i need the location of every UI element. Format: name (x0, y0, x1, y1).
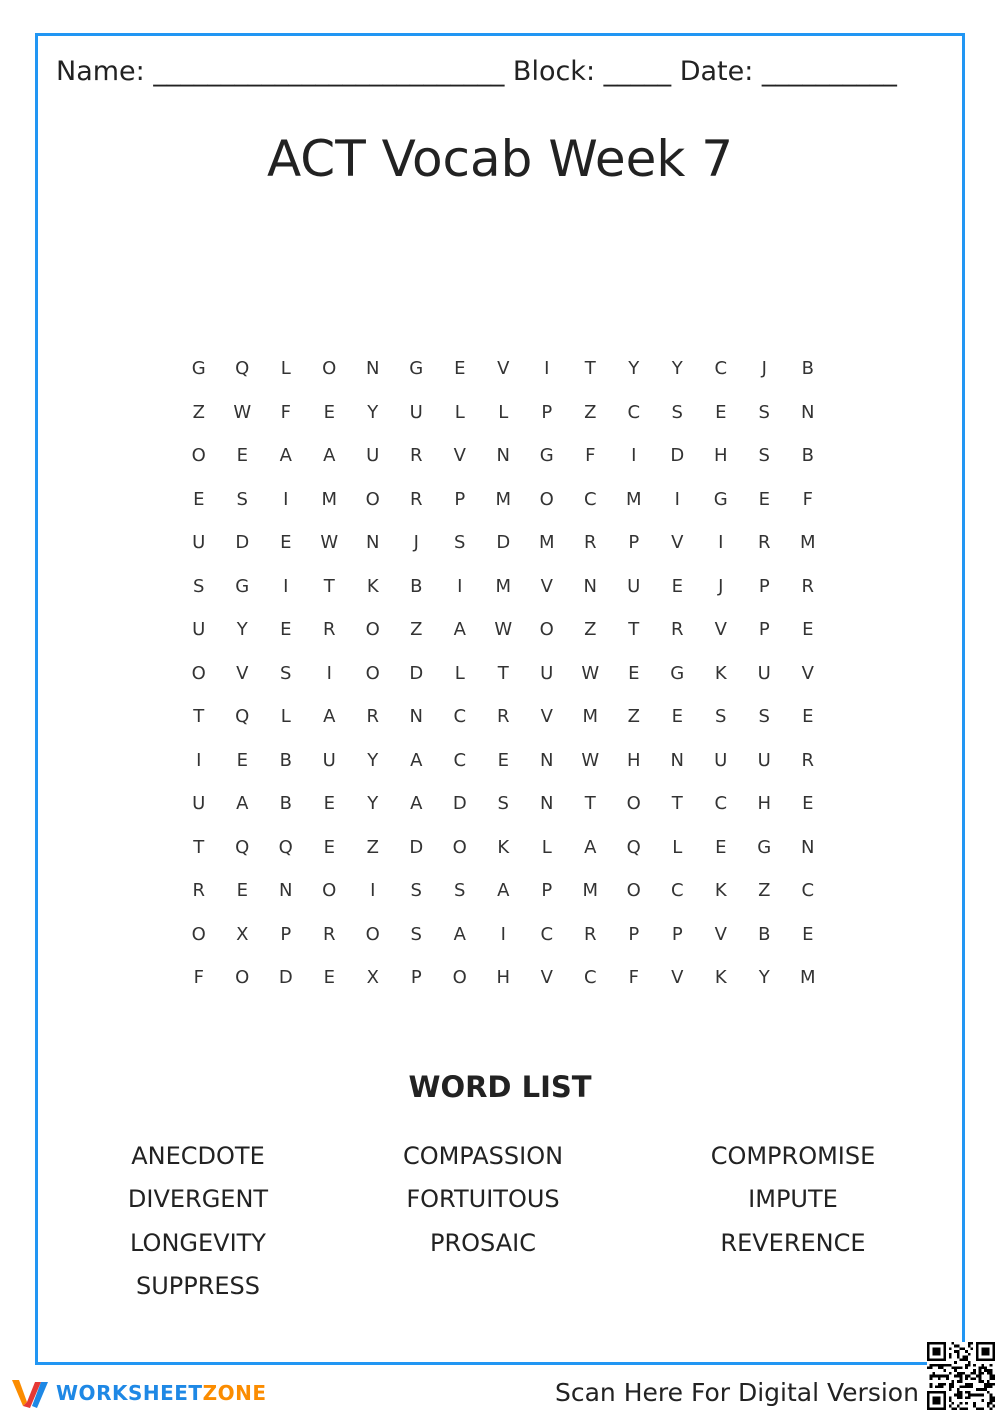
grid-letter[interactable]: W (494, 619, 513, 641)
grid-letter[interactable]: E (671, 575, 683, 597)
word-list-item: IMPUTE (748, 1185, 838, 1214)
grid-letter[interactable]: S (193, 575, 205, 597)
grid-letter[interactable]: G (757, 836, 772, 858)
grid-letter[interactable]: E (758, 488, 770, 510)
grid-letter[interactable]: D (670, 445, 685, 467)
grid-letter[interactable]: S (715, 706, 727, 728)
grid-letter[interactable]: V (714, 923, 727, 945)
grid-letter[interactable]: Z (410, 619, 423, 641)
grid-letter[interactable]: S (671, 401, 683, 423)
grid-letter[interactable]: T (193, 706, 205, 728)
grid-letter[interactable]: R (496, 706, 510, 728)
grid-letter[interactable]: N (801, 401, 815, 423)
grid-letter[interactable]: J (413, 532, 419, 554)
grid-letter[interactable]: S (454, 880, 466, 902)
grid-letter[interactable]: U (409, 401, 423, 423)
grid-letter[interactable]: T (628, 619, 640, 641)
word-list-item: DIVERGENT (127, 1185, 269, 1214)
worksheetzone-logo-icon (10, 1376, 50, 1410)
grid-letter[interactable]: T (497, 662, 509, 684)
grid-letter[interactable]: Z (366, 836, 379, 858)
grid-letter[interactable]: W (581, 662, 600, 684)
grid-letter[interactable]: P (410, 967, 422, 989)
grid-letter[interactable]: V (714, 619, 727, 641)
grid-letter[interactable]: D (409, 836, 424, 858)
grid-letter[interactable]: B (801, 358, 814, 380)
grid-letter[interactable]: E (323, 836, 335, 858)
grid-letter[interactable]: S (758, 401, 770, 423)
grid-letter[interactable]: U (322, 749, 336, 771)
grid-letter[interactable]: D (409, 662, 424, 684)
grid-letter[interactable]: V (671, 967, 684, 989)
grid-letter[interactable]: R (409, 488, 423, 510)
grid-letter[interactable]: F (193, 967, 204, 989)
grid-letter[interactable]: V (540, 967, 553, 989)
grid-letter[interactable]: Z (758, 880, 771, 902)
grid-letter[interactable]: D (278, 967, 293, 989)
worksheet-frame (35, 33, 965, 1365)
grid-letter[interactable]: B (410, 575, 423, 597)
qr-code-icon[interactable] (927, 1342, 995, 1410)
grid-letter[interactable]: B (801, 445, 814, 467)
grid-letter[interactable]: U (627, 575, 641, 597)
grid-letter[interactable]: N (583, 575, 597, 597)
grid-letter[interactable]: E (802, 923, 814, 945)
grid-letter[interactable]: S (758, 706, 770, 728)
grid-letter[interactable]: A (453, 619, 466, 641)
grid-letter[interactable]: I (674, 488, 680, 510)
grid-letter[interactable]: R (583, 923, 597, 945)
grid-letter[interactable]: F (628, 967, 639, 989)
grid-letter[interactable]: R (322, 619, 336, 641)
grid-letter[interactable]: E (236, 445, 248, 467)
grid-letter[interactable]: Y (367, 401, 379, 423)
grid-letter[interactable]: D (452, 793, 467, 815)
grid-letter[interactable]: O (191, 662, 206, 684)
grid-letter[interactable]: I (283, 488, 289, 510)
grid-letter[interactable]: A (453, 923, 466, 945)
grid-letter[interactable]: I (283, 575, 289, 597)
grid-letter[interactable]: C (540, 923, 554, 945)
grid-letter[interactable]: C (627, 401, 641, 423)
grid-letter[interactable]: R (801, 749, 814, 771)
grid-letter[interactable]: M (582, 706, 599, 728)
grid-letter[interactable]: M (799, 967, 816, 989)
grid-letter[interactable]: V (671, 532, 684, 554)
grid-letter[interactable]: O (365, 488, 380, 510)
grid-letter[interactable]: H (496, 967, 511, 989)
word-list-item: FORTUITOUS (406, 1185, 560, 1214)
grid-letter[interactable]: L (454, 662, 465, 684)
grid-letter[interactable]: O (322, 358, 337, 380)
grid-letter[interactable]: E (193, 488, 205, 510)
grid-letter[interactable]: U (757, 749, 771, 771)
grid-letter[interactable]: D (496, 532, 511, 554)
grid-letter[interactable]: P (541, 880, 553, 902)
grid-letter[interactable]: S (758, 445, 770, 467)
grid-letter[interactable]: M (495, 575, 512, 597)
grid-letter[interactable]: R (409, 445, 423, 467)
grid-letter[interactable]: C (453, 749, 467, 771)
grid-letter[interactable]: Q (626, 836, 641, 858)
grid-letter[interactable]: E (628, 662, 640, 684)
grid-letter[interactable]: M (625, 488, 642, 510)
grid-letter[interactable]: F (280, 401, 291, 423)
grid-letter[interactable]: M (799, 532, 816, 554)
grid-letter[interactable]: R (192, 880, 205, 902)
word-search-grid (177, 347, 830, 1000)
grid-letter[interactable]: U (192, 793, 206, 815)
grid-letter[interactable]: U (192, 532, 206, 554)
grid-letter[interactable]: T (584, 358, 596, 380)
grid-letter[interactable]: D (235, 532, 250, 554)
grid-letter[interactable]: N (366, 532, 380, 554)
grid-letter[interactable]: L (498, 401, 509, 423)
grid-letter[interactable]: N (409, 706, 423, 728)
grid-letter[interactable]: M (582, 880, 599, 902)
grid-letter[interactable]: O (365, 923, 380, 945)
grid-letter[interactable]: A (279, 445, 292, 467)
grid-letter[interactable]: E (715, 836, 727, 858)
grid-letter[interactable]: E (280, 532, 292, 554)
grid-letter[interactable]: I (326, 662, 332, 684)
grid-letter[interactable]: Y (367, 793, 379, 815)
grid-letter[interactable]: N (670, 749, 684, 771)
grid-letter[interactable]: A (410, 793, 423, 815)
grid-letter[interactable]: I (718, 532, 724, 554)
grid-letter[interactable]: O (191, 923, 206, 945)
word-list-item: LONGEVITY (130, 1228, 266, 1257)
grid-letter[interactable]: W (233, 401, 252, 423)
grid-letter[interactable]: C (801, 880, 815, 902)
grid-letter[interactable]: P (671, 923, 683, 945)
grid-letter[interactable]: K (714, 967, 727, 989)
grid-letter[interactable]: Y (236, 619, 248, 641)
grid-letter[interactable]: I (370, 880, 376, 902)
grid-letter[interactable]: C (670, 880, 684, 902)
grid-letter[interactable]: P (280, 923, 292, 945)
grid-letter[interactable]: P (628, 923, 640, 945)
grid-letter[interactable]: S (280, 662, 292, 684)
grid-letter[interactable]: L (672, 836, 683, 858)
grid-letter[interactable]: V (497, 358, 510, 380)
grid-letter[interactable]: P (454, 488, 466, 510)
grid-letter[interactable]: Y (758, 967, 770, 989)
grid-letter[interactable]: G (713, 488, 728, 510)
grid-letter[interactable]: S (410, 880, 422, 902)
grid-letter[interactable]: E (454, 358, 466, 380)
grid-letter[interactable]: U (192, 619, 206, 641)
grid-letter[interactable]: A (323, 706, 336, 728)
grid-letter[interactable]: U (540, 662, 554, 684)
grid-letter[interactable]: V (453, 445, 466, 467)
worksheetzone-logo[interactable] (10, 1376, 266, 1410)
grid-letter[interactable]: L (541, 836, 552, 858)
grid-letter[interactable]: C (453, 706, 467, 728)
grid-letter[interactable]: N (496, 445, 510, 467)
grid-letter[interactable]: O (626, 793, 641, 815)
grid-letter[interactable]: G (191, 358, 206, 380)
grid-letter[interactable]: J (761, 358, 767, 380)
grid-letter[interactable]: M (538, 532, 555, 554)
grid-letter[interactable]: O (452, 967, 467, 989)
grid-letter[interactable]: O (626, 880, 641, 902)
grid-letter[interactable]: P (541, 401, 553, 423)
grid-letter[interactable]: Z (584, 401, 597, 423)
grid-letter[interactable]: O (365, 662, 380, 684)
grid-letter[interactable]: A (323, 445, 336, 467)
grid-letter[interactable]: Q (235, 706, 250, 728)
grid-letter[interactable]: T (584, 793, 596, 815)
grid-letter[interactable]: C (714, 358, 728, 380)
grid-letter[interactable]: X (366, 967, 379, 989)
word-list-item: PROSAIC (430, 1228, 536, 1257)
grid-letter[interactable]: O (191, 445, 206, 467)
grid-letter[interactable]: I (457, 575, 463, 597)
scan-instruction: Scan Here For Digital Version (555, 1378, 919, 1407)
grid-letter[interactable]: S (497, 793, 509, 815)
grid-letter[interactable]: V (540, 706, 553, 728)
grid-letter[interactable]: S (236, 488, 248, 510)
grid-letter[interactable]: Y (671, 358, 683, 380)
grid-letter[interactable]: A (236, 793, 249, 815)
grid-letter[interactable]: Z (584, 619, 597, 641)
grid-letter[interactable]: M (321, 488, 338, 510)
grid-letter[interactable]: H (757, 793, 772, 815)
grid-letter[interactable]: R (583, 532, 597, 554)
grid-letter[interactable]: Z (627, 706, 640, 728)
grid-letter[interactable]: U (757, 662, 771, 684)
page-title: ACT Vocab Week 7 (266, 130, 734, 188)
grid-letter[interactable]: B (279, 793, 292, 815)
grid-letter[interactable]: E (715, 401, 727, 423)
grid-letter[interactable]: O (365, 619, 380, 641)
word-list-item: REVERENCE (720, 1228, 866, 1257)
grid-letter[interactable]: F (802, 488, 813, 510)
logo-text-zone: ZONE (202, 1381, 267, 1405)
grid-letter[interactable]: K (714, 662, 727, 684)
grid-letter[interactable]: Q (235, 358, 250, 380)
grid-letter[interactable]: W (581, 749, 600, 771)
grid-letter[interactable]: E (236, 880, 248, 902)
grid-letter[interactable]: R (322, 923, 336, 945)
grid-letter[interactable]: E (497, 749, 509, 771)
grid-letter[interactable]: A (584, 836, 597, 858)
grid-letter[interactable]: T (671, 793, 683, 815)
grid-letter[interactable]: C (583, 488, 597, 510)
grid-letter[interactable]: R (366, 706, 379, 728)
grid-letter[interactable]: E (323, 401, 335, 423)
grid-letter[interactable]: C (583, 967, 597, 989)
grid-letter[interactable]: Y (628, 358, 640, 380)
grid-letter[interactable]: X (236, 923, 249, 945)
grid-letter[interactable]: I (631, 445, 637, 467)
grid-letter[interactable]: M (495, 488, 512, 510)
grid-letter[interactable]: E (802, 706, 814, 728)
grid-letter[interactable]: K (497, 836, 510, 858)
grid-letter[interactable]: V (801, 662, 814, 684)
grid-letter[interactable]: O (539, 488, 554, 510)
grid-letter[interactable]: U (366, 445, 380, 467)
grid-letter[interactable]: O (539, 619, 554, 641)
grid-letter[interactable]: I (500, 923, 506, 945)
grid-letter[interactable]: P (758, 575, 770, 597)
grid-letter[interactable]: Q (235, 836, 250, 858)
name-block-date-line: Name: __________________________ Block: _____ Date: __________ (56, 56, 897, 87)
grid-letter[interactable]: E (671, 706, 683, 728)
grid-letter[interactable]: G (235, 575, 250, 597)
grid-letter[interactable]: R (670, 619, 684, 641)
grid-letter[interactable]: R (801, 575, 814, 597)
grid-letter[interactable]: E (280, 619, 292, 641)
grid-letter[interactable]: Y (367, 749, 379, 771)
grid-letter[interactable]: N (366, 358, 380, 380)
grid-letter[interactable]: N (540, 793, 554, 815)
grid-letter[interactable]: F (585, 445, 596, 467)
grid-letter[interactable]: K (714, 880, 727, 902)
grid-letter[interactable]: O (322, 880, 337, 902)
grid-letter[interactable]: T (193, 836, 205, 858)
grid-letter[interactable]: A (410, 749, 423, 771)
grid-letter[interactable]: L (280, 706, 291, 728)
grid-letter[interactable]: T (323, 575, 335, 597)
word-list-item: SUPPRESS (135, 1272, 261, 1301)
word-list-item: COMPASSION (402, 1141, 564, 1170)
grid-letter[interactable]: G (539, 445, 554, 467)
grid-letter[interactable]: Q (278, 836, 293, 858)
grid-letter[interactable]: W (320, 532, 339, 554)
grid-letter[interactable]: C (714, 793, 728, 815)
grid-letter[interactable]: S (410, 923, 422, 945)
grid-letter[interactable]: R (757, 532, 771, 554)
grid-letter[interactable]: S (454, 532, 466, 554)
grid-letter[interactable]: L (280, 358, 291, 380)
grid-letter[interactable]: V (236, 662, 249, 684)
grid-letter[interactable]: H (713, 445, 728, 467)
grid-letter[interactable]: K (366, 575, 379, 597)
grid-letter[interactable]: E (323, 793, 335, 815)
grid-letter[interactable]: N (540, 749, 554, 771)
grid-letter[interactable]: I (196, 749, 202, 771)
grid-letter[interactable]: U (714, 749, 728, 771)
grid-letter[interactable]: E (323, 967, 335, 989)
grid-letter[interactable]: N (801, 836, 815, 858)
grid-letter[interactable]: O (452, 836, 467, 858)
word-list-item: ANECDOTE (131, 1141, 265, 1170)
grid-letter[interactable]: O (235, 967, 250, 989)
word-list-item: COMPROMISE (710, 1141, 876, 1170)
grid-letter[interactable]: I (544, 358, 550, 380)
grid-letter[interactable]: G (409, 358, 424, 380)
grid-letter[interactable]: A (497, 880, 510, 902)
grid-letter[interactable]: Z (192, 401, 205, 423)
grid-letter[interactable]: E (802, 793, 814, 815)
logo-text-worksheet: WORKSHEET (56, 1381, 203, 1405)
grid-letter[interactable]: E (802, 619, 814, 641)
grid-letter[interactable]: L (454, 401, 465, 423)
grid-letter[interactable]: N (279, 880, 293, 902)
grid-letter[interactable]: J (718, 575, 724, 597)
grid-letter[interactable]: B (758, 923, 771, 945)
grid-letter[interactable]: P (758, 619, 770, 641)
word-list-heading: WORD LIST (408, 1070, 592, 1104)
grid-letter[interactable]: H (626, 749, 641, 771)
word-list (78, 1134, 918, 1308)
grid-letter[interactable]: B (279, 749, 292, 771)
grid-letter[interactable]: V (540, 575, 553, 597)
grid-letter[interactable]: E (236, 749, 248, 771)
grid-letter[interactable]: G (670, 662, 685, 684)
grid-letter[interactable]: P (628, 532, 640, 554)
